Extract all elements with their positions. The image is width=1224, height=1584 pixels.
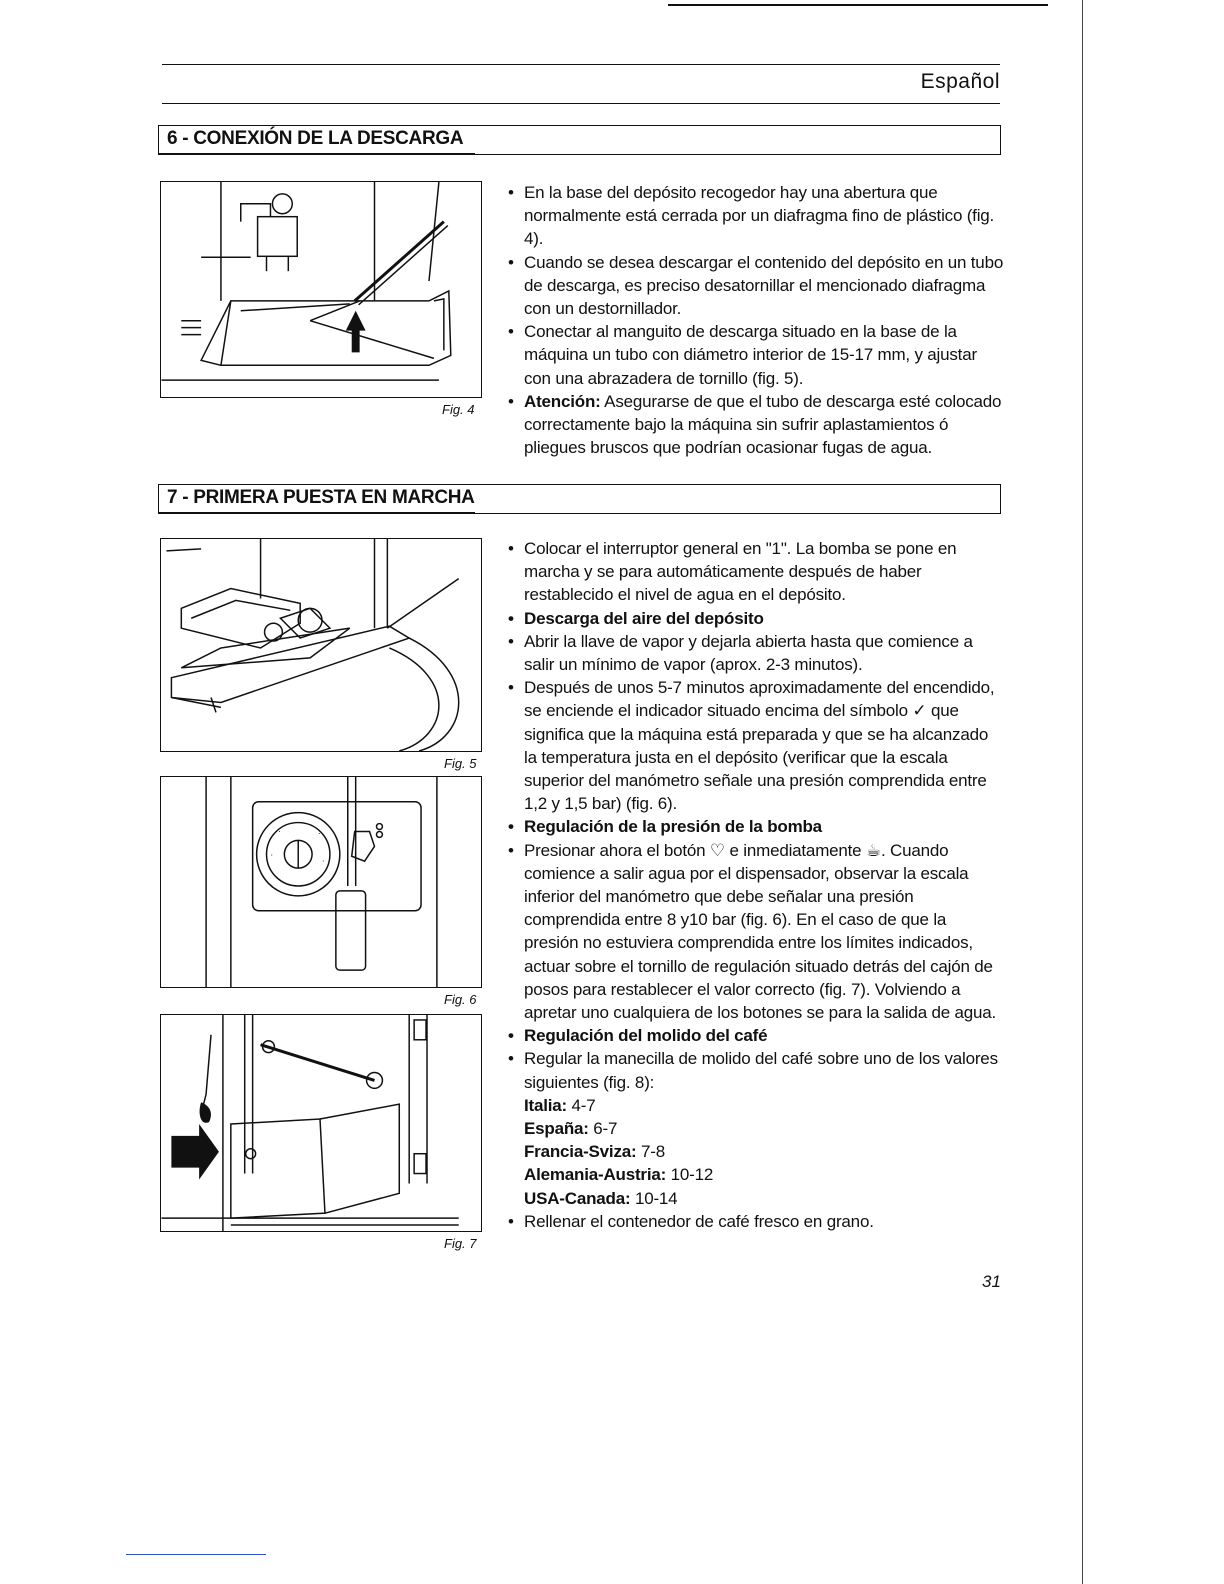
heading-pump-pressure: • Regulación de la presión de la bomba <box>508 815 1004 838</box>
grind-setting-germany-austria: Alemania-Austria: 10-12 <box>524 1165 714 1185</box>
section-7-paragraph-3 <box>508 676 1004 815</box>
top-edge-rule <box>668 4 1048 6</box>
grind-setting-spain: España: 6-7 <box>524 1119 618 1139</box>
figure-6-drawing <box>161 777 481 987</box>
heading-air-discharge: • Descarga del aire del depósito <box>508 607 1004 630</box>
figure-5-drawing <box>161 539 481 751</box>
section-7-title-underline <box>159 512 475 514</box>
ready-symbol-icon: ✓ <box>912 701 927 721</box>
figure-7-caption: Fig. 7 <box>444 1236 477 1251</box>
section-6-item-2: • Cuando se desea descargar el contenido del depósito en un tubo de descarga, es preciso desatornillar el mencionado diafragma con un destornillador. <box>508 251 1004 321</box>
language-label: Español <box>920 70 1000 93</box>
figure-6 <box>160 776 482 988</box>
figure-6-caption: Fig. 6 <box>444 992 477 1007</box>
section-6-header <box>158 125 1001 155</box>
section-6-item-4 <box>508 390 1004 460</box>
section-6-title: 6 - CONEXIÓN DE LA DESCARGA <box>167 128 464 149</box>
section-7-paragraph-6: • Rellenar el contenedor de café fresco en grano. <box>508 1210 1004 1233</box>
page-number: 31 <box>982 1272 1001 1291</box>
grind-setting-france-switzerland: Francia-Sviza: 7-8 <box>524 1142 665 1162</box>
paragraph-3-part-b: que significa que la máquina está preparada y que se ha alcanzado la temperatura justa en el depósito (verificar que la escala superior del manómetro señale una presión comprendida entre 1,2 y 1,5 bar) (fig. 6). <box>524 701 989 814</box>
section-7-paragraph-2: • Abrir la llave de vapor y dejarla abierta hasta que comience a salir un mínimo de vapor (aprox. 2-3 minutos). <box>508 630 1004 676</box>
paragraph-4-part-b: e inmediatamente <box>729 840 862 860</box>
heart-button-icon: ♡ <box>709 840 725 860</box>
section-6-title-underline <box>159 153 475 155</box>
grind-setting-italy: Italia: 4-7 <box>524 1095 596 1115</box>
figure-4-caption: Fig. 4 <box>442 402 475 417</box>
paragraph-4-part-c: . Cuando comience a salir agua por el dispensador, observar la escala inferior del manómetro que debe señalar una presión comprendida entre 8 y10 bar (fig. 6). En el caso de que la presión no estuviera comprendida entre los límites indicados, actuar sobre el tornillo de regulación situado detrás del cajón de posos para restablecer el valor correcto (fig. 7). Volviendo a apretar uno cualquiera de los botones se para la salida de agua. <box>524 840 997 1023</box>
section-7-paragraph-5: • Regular la manecilla de molido del café sobre uno de los valores siguientes (fig. 8): <box>508 1047 1004 1093</box>
cup-button-icon: ☕ <box>865 840 882 860</box>
figure-4 <box>160 181 482 398</box>
section-6-item-3: • Conectar al manguito de descarga situado en la base de la máquina un tubo con diámetro interior de 15-17 mm, y ajustar con una abrazadera de tornillo (fig. 5). <box>508 320 1004 390</box>
attention-label: Atención: <box>524 391 601 411</box>
section-7-title: 7 - PRIMERA PUESTA EN MARCHA <box>167 487 475 508</box>
attention-text: Asegurarse de que el tubo de descarga esté colocado correctamente bajo la máquina sin sufrir aplastamientos ó pliegues bruscos que podrían ocasionar fugas de agua. <box>524 391 1002 458</box>
grind-setting-usa-canada: USA-Canada: 10-14 <box>524 1188 678 1208</box>
section-7-text <box>508 537 1004 1233</box>
section-7-paragraph-4 <box>508 839 1004 1025</box>
figure-7-drawing <box>161 1015 481 1231</box>
section-7-paragraph-1: • Colocar el interruptor general en "1". La bomba se pone en marcha y se para automáticamente después de haber restablecido el nivel de agua en el depósito. <box>508 537 1004 607</box>
figure-4-drawing <box>161 182 481 397</box>
section-6-item-1: • En la base del depósito recogedor hay una abertura que normalmente está cerrada por un diafragma fino de plástico (fig. 4). <box>508 181 1004 251</box>
svg-text:·: · <box>278 827 281 837</box>
section-6-text <box>508 181 1004 459</box>
heading-grind-adjustment: • Regulación del molido del café <box>508 1024 1004 1047</box>
header-rule-top <box>162 64 1000 65</box>
figure-5 <box>160 538 482 752</box>
figure-7 <box>160 1014 482 1232</box>
figure-5-caption: Fig. 5 <box>444 756 477 771</box>
header-rule-bottom <box>162 103 1000 104</box>
svg-text:·: · <box>318 829 321 839</box>
section-7-header <box>158 484 1001 514</box>
paragraph-3-part-a: Después de unos 5-7 minutos aproximadamente del encendido, se enciende el indicador situado encima del símbolo <box>524 678 995 721</box>
paragraph-4-part-a: Presionar ahora el botón <box>524 840 706 860</box>
svg-text:·: · <box>321 857 325 867</box>
footer-blue-line <box>126 1554 266 1555</box>
page-edge-line <box>1082 0 1083 1584</box>
svg-text:·: · <box>270 851 273 861</box>
